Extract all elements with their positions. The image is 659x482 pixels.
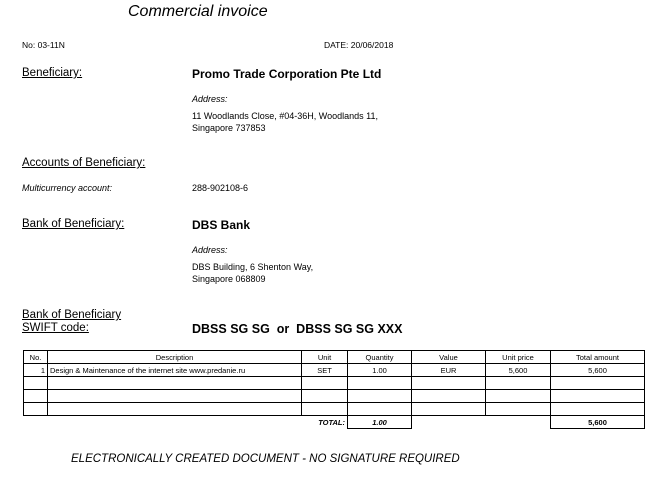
- beneficiary-address-line1: 11 Woodlands Close, #04-36H, Woodlands 11,: [192, 111, 378, 121]
- row-no: 1: [24, 364, 48, 377]
- totals-amount: 5,600: [551, 416, 645, 429]
- accounts-heading: Accounts of Beneficiary:: [22, 157, 146, 169]
- invoice-items-table: [23, 350, 645, 429]
- table-header-row: [24, 351, 645, 364]
- beneficiary-heading: Beneficiary:: [22, 67, 83, 79]
- bank-address-label: Address:: [192, 245, 228, 255]
- totals-label: TOTAL:: [318, 417, 345, 427]
- column-header-unit-price: Unit price: [486, 351, 551, 364]
- swift-code: DBSS SG SG or DBSS SG SG XXX: [192, 322, 403, 336]
- column-header-description: Description: [48, 351, 302, 364]
- beneficiary-address-label: Address:: [192, 94, 228, 104]
- invoice-number: No: 03-11N: [22, 40, 65, 50]
- column-header-no: No.: [24, 351, 48, 364]
- row-unit: SET: [302, 364, 348, 377]
- beneficiary-name: Promo Trade Corporation Pte Ltd: [192, 67, 382, 81]
- invoice-title: Commercial invoice: [128, 3, 268, 20]
- bank-address-line2: Singapore 068809: [192, 274, 266, 284]
- footer-note: ELECTRONICALLY CREATED DOCUMENT - NO SIGNATURE REQUIRED: [71, 453, 460, 465]
- invoice-date: DATE: 20/06/2018: [324, 40, 394, 50]
- table-row: [24, 390, 645, 403]
- bank-heading: Bank of Beneficiary:: [22, 218, 125, 230]
- beneficiary-address-line2: Singapore 737853: [192, 123, 266, 133]
- table-row: [24, 364, 645, 377]
- column-header-unit: Unit: [302, 351, 348, 364]
- table-row: [24, 403, 645, 416]
- multicurrency-account-label: Multicurrency account:: [22, 183, 113, 193]
- multicurrency-account-number: 288-902108-6: [192, 183, 249, 193]
- row-value: EUR: [412, 364, 486, 377]
- swift-heading-line2: SWIFT code:: [22, 322, 89, 334]
- table-totals-row: [24, 416, 645, 429]
- bank-name: DBS Bank: [192, 218, 251, 232]
- column-header-value: Value: [412, 351, 486, 364]
- row-description: Design & Maintenance of the internet site www.predanie.ru: [48, 364, 302, 377]
- totals-quantity: 1.00: [348, 416, 412, 429]
- column-header-quantity: Quantity: [348, 351, 412, 364]
- column-header-total-amount: Total amount: [551, 351, 645, 364]
- row-unit-price: 5,600: [486, 364, 551, 377]
- row-total-amount: 5,600: [551, 364, 645, 377]
- row-quantity: 1.00: [348, 364, 412, 377]
- table-row: [24, 377, 645, 390]
- bank-address-line1: DBS Building, 6 Shenton Way,: [192, 262, 314, 272]
- swift-heading-line1: Bank of Beneficiary: [22, 309, 122, 321]
